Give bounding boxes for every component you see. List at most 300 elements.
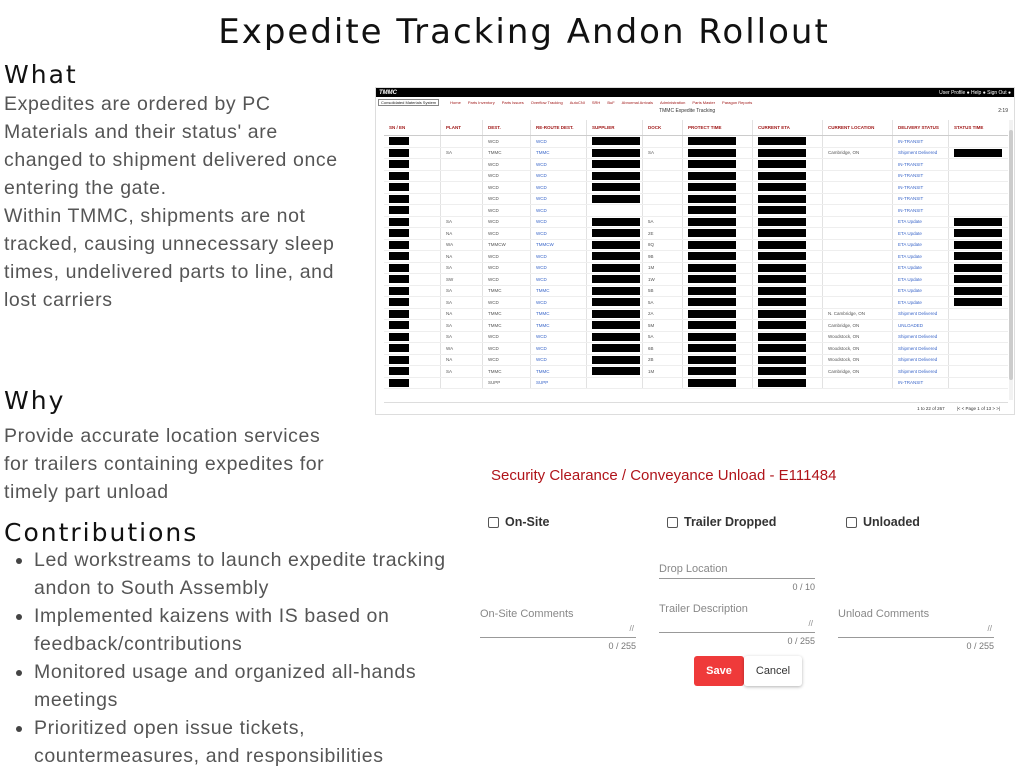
redaction-bar (758, 356, 806, 364)
redaction-bar (688, 137, 736, 145)
protect-time-cell (682, 171, 752, 182)
protect-time-cell (682, 274, 752, 285)
dest-cell: TMMC (482, 320, 530, 331)
redaction-bar (688, 264, 736, 272)
sn-en-cell (384, 228, 440, 239)
unload-comments-field[interactable] (838, 608, 994, 654)
delivery-status-cell: UNLOADED (892, 320, 948, 331)
supplier-cell (586, 159, 642, 170)
onsite-comments-field[interactable] (480, 608, 636, 654)
contributions-list (12, 546, 452, 768)
nav-item-buf[interactable]: BuF (607, 99, 615, 105)
table-row[interactable] (384, 148, 1008, 160)
trailer-description-field[interactable] (659, 603, 815, 649)
supplier-cell (586, 205, 642, 216)
table-row[interactable] (384, 320, 1008, 332)
dock-cell: 5A (642, 297, 682, 308)
redaction-bar (592, 252, 640, 260)
checkbox-box[interactable] (667, 517, 678, 528)
field-underline (659, 632, 815, 633)
supplier-cell (586, 274, 642, 285)
redaction-bar (688, 195, 736, 203)
current-location-cell (822, 274, 892, 285)
redaction-bar (954, 287, 1002, 295)
table-row[interactable] (384, 263, 1008, 275)
redaction-bar (954, 252, 1002, 260)
reroute-dest-cell: WCD (530, 159, 586, 170)
sn-en-cell (384, 343, 440, 354)
delivery-status-cell: IN-TRANSIT (892, 182, 948, 193)
plant-cell (440, 194, 482, 205)
sn-en-cell (384, 332, 440, 343)
current-eta-cell (752, 217, 822, 228)
plant-cell: WA (440, 240, 482, 251)
dest-cell: WCD (482, 205, 530, 216)
current-eta-cell (752, 332, 822, 343)
redaction-bar (758, 287, 806, 295)
redaction-bar (688, 241, 736, 249)
redaction-bar (954, 229, 1002, 237)
sn-en-cell (384, 182, 440, 193)
redaction-bar (592, 356, 640, 364)
redaction-bar (592, 310, 640, 318)
supplier-cell (586, 366, 642, 377)
redaction-bar (389, 275, 409, 283)
redaction-bar (389, 160, 409, 168)
col-reroute-dest[interactable]: RE-ROUTE DEST. (530, 120, 586, 135)
resize-grip-icon[interactable]: // (808, 619, 813, 628)
table-row[interactable] (384, 136, 1008, 148)
current-eta-cell (752, 343, 822, 354)
redaction-bar (592, 172, 640, 180)
sn-en-cell (384, 251, 440, 262)
nav-item-autocni[interactable]: AutoCNI (569, 99, 585, 105)
nav-item-srh[interactable]: SRH (591, 99, 601, 105)
table-row[interactable] (384, 297, 1008, 309)
table-header (384, 120, 1008, 136)
current-location-cell (822, 194, 892, 205)
redaction-bar (954, 298, 1002, 306)
status-time-cell (948, 309, 1008, 320)
current-eta-cell (752, 136, 822, 147)
redaction-bar (758, 298, 806, 306)
redaction-bar (758, 183, 806, 191)
sn-en-cell (384, 378, 440, 389)
dock-cell (642, 182, 682, 193)
dest-cell: TMMC (482, 366, 530, 377)
dest-cell: WCD (482, 251, 530, 262)
redaction-bar (389, 183, 409, 191)
redaction-bar (389, 149, 409, 157)
status-time-cell (948, 366, 1008, 377)
sn-en-cell (384, 148, 440, 159)
col-delivery-status[interactable]: DELIVERY STATUS (892, 120, 948, 135)
supplier-cell (586, 182, 642, 193)
table-row[interactable] (384, 355, 1008, 367)
redaction-bar (688, 229, 736, 237)
protect-time-cell (682, 378, 752, 389)
sn-en-cell (384, 240, 440, 251)
table-body (384, 136, 1008, 389)
current-eta-cell (752, 159, 822, 170)
table-scrollbar[interactable] (1009, 120, 1013, 400)
redaction-bar (592, 195, 640, 203)
plant-cell (440, 171, 482, 182)
table-row[interactable] (384, 286, 1008, 298)
delivery-status-cell: ETA Update (892, 240, 948, 251)
app-logo: TMMC (379, 89, 397, 96)
trailer-dropped-checkbox[interactable] (667, 515, 776, 529)
col-supplier[interactable]: SUPPLIER (586, 120, 642, 135)
dest-cell: TMMC (482, 148, 530, 159)
table-row[interactable] (384, 194, 1008, 206)
table-row[interactable] (384, 251, 1008, 263)
supplier-cell (586, 355, 642, 366)
current-eta-cell (752, 297, 822, 308)
protect-time-cell (682, 332, 752, 343)
drop-location-field[interactable] (659, 563, 815, 595)
why-text: Provide accurate location services for trailers containing expedites for timely part unload (4, 425, 325, 503)
redaction-bar (688, 379, 736, 387)
redaction-bar (389, 229, 409, 237)
redaction-bar (592, 241, 640, 249)
delivery-status-cell: Shipment Delivered (892, 309, 948, 320)
save-button[interactable]: Save (694, 656, 744, 686)
dock-cell (642, 159, 682, 170)
col-dest[interactable]: DEST. (482, 120, 530, 135)
status-time-cell (948, 171, 1008, 182)
redaction-bar (758, 310, 806, 318)
col-current-location[interactable]: CURRENT LOCATION (822, 120, 892, 135)
current-location-cell (822, 182, 892, 193)
supplier-cell (586, 309, 642, 320)
redaction-bar (389, 367, 409, 375)
current-location-cell: Woodstock, ON (822, 355, 892, 366)
redaction-bar (758, 241, 806, 249)
current-location-cell (822, 136, 892, 147)
redaction-bar (389, 298, 409, 306)
status-time-cell (948, 286, 1008, 297)
status-time-cell (948, 148, 1008, 159)
protect-time-cell (682, 182, 752, 193)
table-row[interactable] (384, 182, 1008, 194)
redaction-bar (688, 149, 736, 157)
plant-cell: NA (440, 355, 482, 366)
scrollbar-thumb[interactable] (1009, 130, 1013, 380)
current-location-cell (822, 205, 892, 216)
current-location-cell: N. Cambridge, ON (822, 309, 892, 320)
table-row[interactable] (384, 228, 1008, 240)
delivery-status-cell: ETA Update (892, 286, 948, 297)
reroute-dest-cell: WCD (530, 136, 586, 147)
nav-item-parts-master[interactable]: Parts Master (692, 99, 716, 105)
current-location-cell: Cambridge, ON (822, 366, 892, 377)
current-location-cell (822, 159, 892, 170)
protect-time-cell (682, 159, 752, 170)
redaction-bar (758, 321, 806, 329)
col-status-time[interactable]: STATUS TIME (948, 120, 1008, 135)
reroute-dest-cell: WCD (530, 297, 586, 308)
checkbox-box[interactable] (488, 517, 499, 528)
why-heading: Why (4, 386, 66, 415)
dest-cell: TMMC (482, 309, 530, 320)
redaction-bar (592, 287, 640, 295)
delivery-status-cell: ETA Update (892, 217, 948, 228)
col-protect-time[interactable]: PROTECT TIME (682, 120, 752, 135)
redaction-bar (389, 218, 409, 226)
reroute-dest-cell: WCD (530, 228, 586, 239)
current-eta-cell (752, 355, 822, 366)
current-location-cell: Cambridge, ON (822, 320, 892, 331)
protect-time-cell (682, 251, 752, 262)
current-eta-cell (752, 274, 822, 285)
plant-cell: SA (440, 217, 482, 228)
status-time-cell (948, 332, 1008, 343)
tracking-table (384, 120, 1008, 389)
redaction-bar (688, 172, 736, 180)
supplier-cell (586, 286, 642, 297)
table-row[interactable] (384, 378, 1008, 390)
col-plant[interactable]: PLANT (440, 120, 482, 135)
unload-comments-count: 0 / 255 (966, 641, 994, 651)
col-sn-en[interactable]: SN / EN (389, 125, 406, 130)
table-row[interactable] (384, 366, 1008, 378)
delivery-status-cell: Shipment Delivered (892, 343, 948, 354)
current-eta-cell (752, 263, 822, 274)
pagination-count: 1 to 22 of 267 (917, 406, 945, 411)
nav-item-home[interactable]: Home (450, 99, 461, 105)
nav-item-paragon-reports[interactable]: Paragon Reports (722, 99, 753, 105)
onsite-checkbox[interactable] (488, 515, 549, 529)
current-eta-cell (752, 205, 822, 216)
sn-en-cell (384, 297, 440, 308)
table-row[interactable] (384, 332, 1008, 344)
redaction-bar (688, 367, 736, 375)
current-eta-cell (752, 286, 822, 297)
status-time-cell (948, 378, 1008, 389)
redaction-bar (758, 195, 806, 203)
redaction-bar (389, 206, 409, 214)
redaction-bar (688, 206, 736, 214)
nav-item-administration[interactable]: Administration (660, 99, 686, 105)
dock-cell: 5M (642, 320, 682, 331)
current-eta-cell (752, 182, 822, 193)
table-row[interactable] (384, 217, 1008, 229)
current-location-cell (822, 297, 892, 308)
reroute-dest-cell: WCD (530, 194, 586, 205)
redaction-bar (389, 172, 409, 180)
redaction-bar (389, 241, 409, 249)
plant-cell: SA (440, 263, 482, 274)
redaction-bar (758, 206, 806, 214)
protect-time-cell (682, 205, 752, 216)
redaction-bar (688, 356, 736, 364)
redaction-bar (592, 264, 640, 272)
reroute-dest-cell: TMMC (530, 309, 586, 320)
redaction-bar (758, 367, 806, 375)
supplier-cell (586, 263, 642, 274)
dock-cell: 2E (642, 228, 682, 239)
redaction-bar (954, 264, 1002, 272)
unloaded-checkbox[interactable] (846, 515, 920, 529)
redaction-bar (758, 252, 806, 260)
nav-item-overflow-tracking[interactable]: Overflow Tracking (530, 99, 563, 105)
status-time-cell (948, 182, 1008, 193)
table-row[interactable] (384, 240, 1008, 252)
app-nav (376, 97, 1014, 107)
redaction-bar (758, 172, 806, 180)
redaction-bar (758, 149, 806, 157)
sn-en-cell (384, 159, 440, 170)
resize-grip-icon[interactable]: // (629, 624, 634, 633)
current-eta-cell (752, 378, 822, 389)
supplier-cell (586, 171, 642, 182)
reroute-dest-cell: TMMC (530, 366, 586, 377)
app-subheader (376, 107, 1014, 115)
delivery-status-cell: Shipment Delivered (892, 148, 948, 159)
plant-cell: SA (440, 366, 482, 377)
redaction-bar (758, 275, 806, 283)
contribution-item: Implemented kaizens with IS based on feedback/contributions (12, 602, 452, 658)
table-row[interactable] (384, 159, 1008, 171)
redaction-bar (592, 367, 640, 375)
protect-time-cell (682, 194, 752, 205)
sn-en-cell (384, 320, 440, 331)
dest-cell: WCD (482, 274, 530, 285)
dest-cell: WCD (482, 228, 530, 239)
protect-time-cell (682, 286, 752, 297)
redaction-bar (389, 379, 409, 387)
app-topbar (376, 88, 1014, 97)
redaction-bar (592, 344, 640, 352)
checkbox-box[interactable] (846, 517, 857, 528)
table-row[interactable] (384, 171, 1008, 183)
table-row[interactable] (384, 309, 1008, 321)
col-dock[interactable]: DOCK (642, 120, 682, 135)
redaction-bar (592, 160, 640, 168)
what-heading: What (4, 60, 78, 89)
onsite-comments-count: 0 / 255 (608, 641, 636, 651)
current-eta-cell (752, 309, 822, 320)
form-title: Security Clearance / Conveyance Unload - E111484 (491, 467, 837, 484)
plant-cell: NA (440, 309, 482, 320)
plant-cell (440, 378, 482, 389)
slide-title: Expedite Tracking Andon Rollout (218, 12, 830, 52)
nav-item-abnormal-arrivals[interactable]: Abnormal Arrivals (621, 99, 654, 105)
delivery-status-cell: IN-TRANSIT (892, 171, 948, 182)
delivery-status-cell: ETA Update (892, 274, 948, 285)
reroute-dest-cell: WCD (530, 171, 586, 182)
current-location-cell (822, 228, 892, 239)
unload-comments-label: Unload Comments (838, 608, 930, 620)
col-current-eta[interactable]: CURRENT ETA (752, 120, 822, 135)
system-button[interactable]: Consolidated Materials System (378, 99, 439, 106)
dock-cell (642, 171, 682, 182)
current-eta-cell (752, 240, 822, 251)
delivery-status-cell: Shipment Delivered (892, 332, 948, 343)
dest-cell: WCD (482, 194, 530, 205)
status-time-cell (948, 228, 1008, 239)
pagination-controls[interactable]: |< < Page 1 of 13 > >| (956, 406, 1000, 411)
redaction-bar (688, 183, 736, 191)
user-links[interactable]: User Profile ● Help ● Sign Out ● (939, 89, 1011, 96)
supplier-cell (586, 378, 642, 389)
current-location-cell (822, 217, 892, 228)
dest-cell: WCD (482, 332, 530, 343)
status-time-cell (948, 251, 1008, 262)
status-time-cell (948, 205, 1008, 216)
plant-cell (440, 182, 482, 193)
drop-location-count: 0 / 10 (792, 582, 815, 592)
protect-time-cell (682, 240, 752, 251)
contributions-heading: Contributions (4, 518, 199, 547)
cancel-button[interactable]: Cancel (744, 656, 802, 686)
what-text: Expedites are ordered by PC Materials and their status' are changed to shipment delivered once entering the gate. Within TMMC, shipments are not tracked, causing unnecessary sleep times, undelivered parts to line, and lost carriers (4, 93, 338, 311)
supplier-cell (586, 194, 642, 205)
redaction-bar (758, 218, 806, 226)
dest-cell: WCD (482, 217, 530, 228)
dest-cell: WCD (482, 263, 530, 274)
plant-cell: SA (440, 332, 482, 343)
redaction-bar (688, 333, 736, 341)
redaction-bar (954, 218, 1002, 226)
current-location-cell: Woodstock, ON (822, 343, 892, 354)
contribution-item: Monitored usage and organized all-hands meetings (12, 658, 452, 714)
sn-en-cell (384, 286, 440, 297)
redaction-bar (758, 264, 806, 272)
supplier-cell (586, 320, 642, 331)
sn-en-cell (384, 309, 440, 320)
delivery-status-cell: ETA Update (892, 263, 948, 274)
redaction-bar (389, 252, 409, 260)
table-row[interactable] (384, 274, 1008, 286)
supplier-cell (586, 217, 642, 228)
reroute-dest-cell: TMMC (530, 148, 586, 159)
nav-item-parts-issues[interactable]: Parts Issues (501, 99, 524, 105)
sn-en-cell (384, 355, 440, 366)
redaction-bar (389, 310, 409, 318)
dock-cell: 1M (642, 263, 682, 274)
nav-item-parts-inventory[interactable]: Parts Inventory (467, 99, 495, 105)
redaction-bar (592, 333, 640, 341)
plant-cell: SA (440, 148, 482, 159)
plant-cell: SA (440, 320, 482, 331)
dest-cell: WCD (482, 343, 530, 354)
table-row[interactable] (384, 205, 1008, 217)
dock-cell (642, 136, 682, 147)
plant-cell (440, 136, 482, 147)
current-eta-cell (752, 194, 822, 205)
redaction-bar (592, 183, 640, 191)
trailer-dropped-label: Trailer Dropped (684, 515, 777, 529)
redaction-bar (688, 160, 736, 168)
status-time-cell (948, 263, 1008, 274)
redaction-bar (688, 252, 736, 260)
current-eta-cell (752, 171, 822, 182)
redaction-bar (389, 137, 409, 145)
reroute-dest-cell: WCD (530, 274, 586, 285)
status-time-cell (948, 240, 1008, 251)
delivery-status-cell: IN-TRANSIT (892, 136, 948, 147)
current-eta-cell (752, 148, 822, 159)
resize-grip-icon[interactable]: // (987, 624, 992, 633)
table-row[interactable] (384, 343, 1008, 355)
redaction-bar (389, 344, 409, 352)
app-page-title: TMMC Expedite Tracking (659, 108, 716, 114)
plant-cell: NA (440, 251, 482, 262)
redaction-bar (758, 333, 806, 341)
redaction-bar (389, 264, 409, 272)
